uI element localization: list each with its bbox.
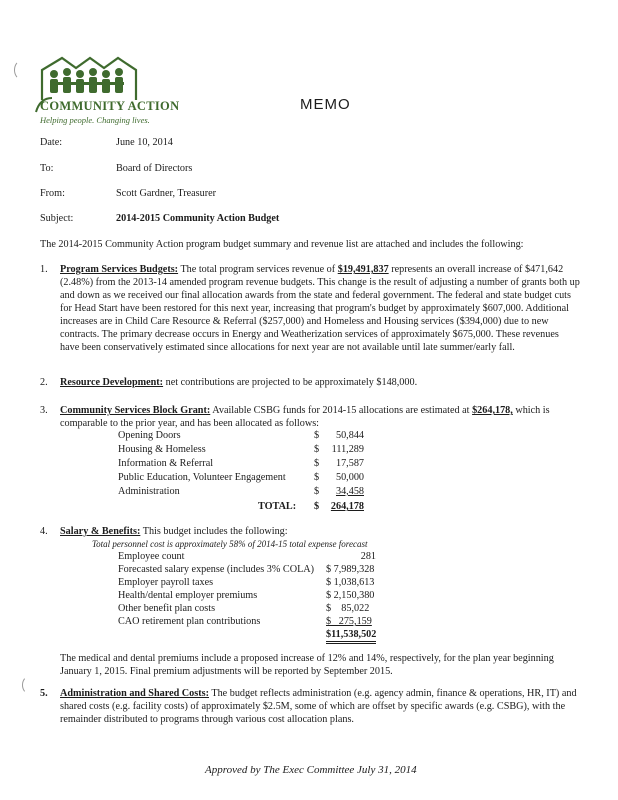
salary-total-value: $11,538,502: [326, 628, 376, 644]
csbg-row-currency: $: [314, 430, 320, 441]
salary-row-label: CAO retirement plan contributions: [118, 616, 261, 627]
item-title: Administration and Shared Costs:: [60, 688, 209, 699]
from-value: Scott Gardner, Treasurer: [116, 188, 217, 199]
personnel-note: Total personnel cost is approximately 58% of 2014-15 total expense forecast: [92, 539, 368, 549]
item-text: which is comparable to the prior year, and has been allocated as follows:: [60, 405, 550, 429]
date-value: June 10, 2014: [116, 137, 173, 148]
salary-row-label: Employer payroll taxes: [118, 577, 214, 588]
memo-title: MEMO: [300, 96, 351, 113]
margin-mark: [22, 676, 36, 694]
item-body: [60, 687, 580, 726]
csbg-row-label: Administration: [118, 486, 180, 497]
item-title: Program Services Budgets:: [60, 264, 179, 275]
item-number: 3.: [40, 405, 48, 416]
to-value: Board of Directors: [116, 163, 193, 174]
item-text: This budget includes the following:: [140, 526, 288, 537]
item-number: 5.: [40, 688, 48, 699]
premium-paragraph: The medical and dental premiums include a proposed increase of 12% and 14%, respectively, for the plan year beginning January 1, 2015. Final premium adjustments will be reported by September 2015.: [60, 653, 554, 677]
item-resource-development: [40, 376, 580, 390]
csbg-amount: $264,178,: [472, 405, 513, 416]
item-title: Community Services Block Grant:: [60, 405, 211, 416]
subject-label: Subject:: [40, 213, 74, 224]
csbg-row-currency: $: [314, 486, 320, 497]
csbg-row-label: Information & Referral: [118, 458, 214, 469]
item-text: represents an overall increase of $471,642 (2.48%) from the 2013-14 amended program revenue budgets. This change is the result of adjusting a number of grants both up and down as we received our final allocation awards from the state and federal government. The federal and state budget cuts for Head Start have been restored for this next year, increasing that program's budget by approximately $607,000. Additional increases are in Child Care Resource & Referral ($257,000) and Homeless and Housing services ($394,000) due to new contracts. The primary decrease occurs in Energy and Weatherization services of approximately $675,000. These revenues have been conservatively estimated since allocations for next year are not available until late summer/early fall.: [60, 264, 580, 353]
item-body: [60, 376, 580, 389]
salary-row-value: $ 275,159: [326, 616, 372, 627]
csbg-row-value: 50,000: [335, 472, 364, 483]
item-csbg: [40, 404, 580, 432]
item-number: 2.: [40, 377, 48, 388]
program-revenue-amount: $19,491,837: [337, 264, 389, 275]
csbg-row-value: 34,458: [335, 486, 364, 497]
csbg-row-value: 17,587: [335, 458, 364, 469]
item-body: [60, 263, 580, 354]
csbg-row-currency: $: [314, 472, 320, 483]
salary-table: [118, 550, 378, 642]
csbg-table: [118, 429, 368, 513]
logo-name: COMMUNITY ACTION: [40, 99, 180, 113]
item-program-services: [40, 263, 580, 353]
salary-row-value: $ 1,038,613: [326, 577, 375, 588]
salary-row-value: 281: [360, 551, 376, 562]
salary-row-label: Employee count: [118, 551, 185, 562]
salary-row-value: $ 85,022: [326, 603, 370, 614]
csbg-total-value: 264,178: [330, 501, 364, 512]
item-text: net contributions are projected to be approximately $148,000.: [163, 377, 418, 388]
item-number: 1.: [40, 264, 48, 275]
salary-row-value: $ 2,150,380: [326, 590, 375, 601]
csbg-row-currency: $: [314, 458, 320, 469]
to-label: To:: [40, 163, 54, 174]
csbg-row-label: Housing & Homeless: [118, 444, 206, 455]
item-body: [60, 525, 580, 538]
csbg-row-label: Public Education, Volunteer Engagement: [118, 472, 286, 483]
item-text: Available CSBG funds for 2014-15 allocations are estimated at: [210, 405, 473, 416]
from-label: From:: [40, 188, 65, 199]
salary-row-label: Health/dental employer premiums: [118, 590, 258, 601]
item-title: Salary & Benefits:: [60, 526, 141, 537]
item-number: 4.: [40, 526, 48, 537]
csbg-total-currency: $: [314, 501, 320, 512]
margin-mark: [14, 60, 30, 80]
salary-row-label: Other benefit plan costs: [118, 603, 216, 614]
subject-value: 2014-2015 Community Action Budget: [116, 213, 280, 224]
approval-note: Approved by The Exec Committee July 31, 2014: [205, 764, 417, 776]
item-body: [60, 404, 580, 430]
logo-tagline: Helping people. Changing lives.: [40, 115, 150, 125]
item-salary-benefits: [40, 525, 580, 539]
csbg-row-currency: $: [314, 444, 320, 455]
item-text: The total program services revenue of: [178, 264, 338, 275]
logo-text: [40, 100, 179, 127]
date-label: Date:: [40, 137, 63, 148]
csbg-row-value: 50,844: [335, 430, 364, 441]
salary-row-label: Forecasted salary expense (includes 3% COLA): [118, 564, 315, 575]
intro-paragraph: The 2014-2015 Community Action program budget summary and revenue list are attached and includes the following:: [40, 239, 524, 250]
csbg-total-label: TOTAL:: [258, 501, 297, 512]
item-title: Resource Development:: [60, 377, 164, 388]
csbg-row-value: 111,289: [331, 444, 364, 455]
item-text: The budget reflects administration (e.g. agency admin, finance & operations, HR, IT) and shared costs (e.g. facility costs) of approximately $2.5M, some of which are offset by specific awards (e.g. CSBG), with the remainder distributed to programs through various cost allocation plans.: [60, 688, 577, 725]
csbg-row-label: Opening Doors: [118, 430, 181, 441]
item-admin-shared-costs: [40, 687, 580, 727]
salary-row-value: $ 7,989,328: [326, 564, 375, 575]
